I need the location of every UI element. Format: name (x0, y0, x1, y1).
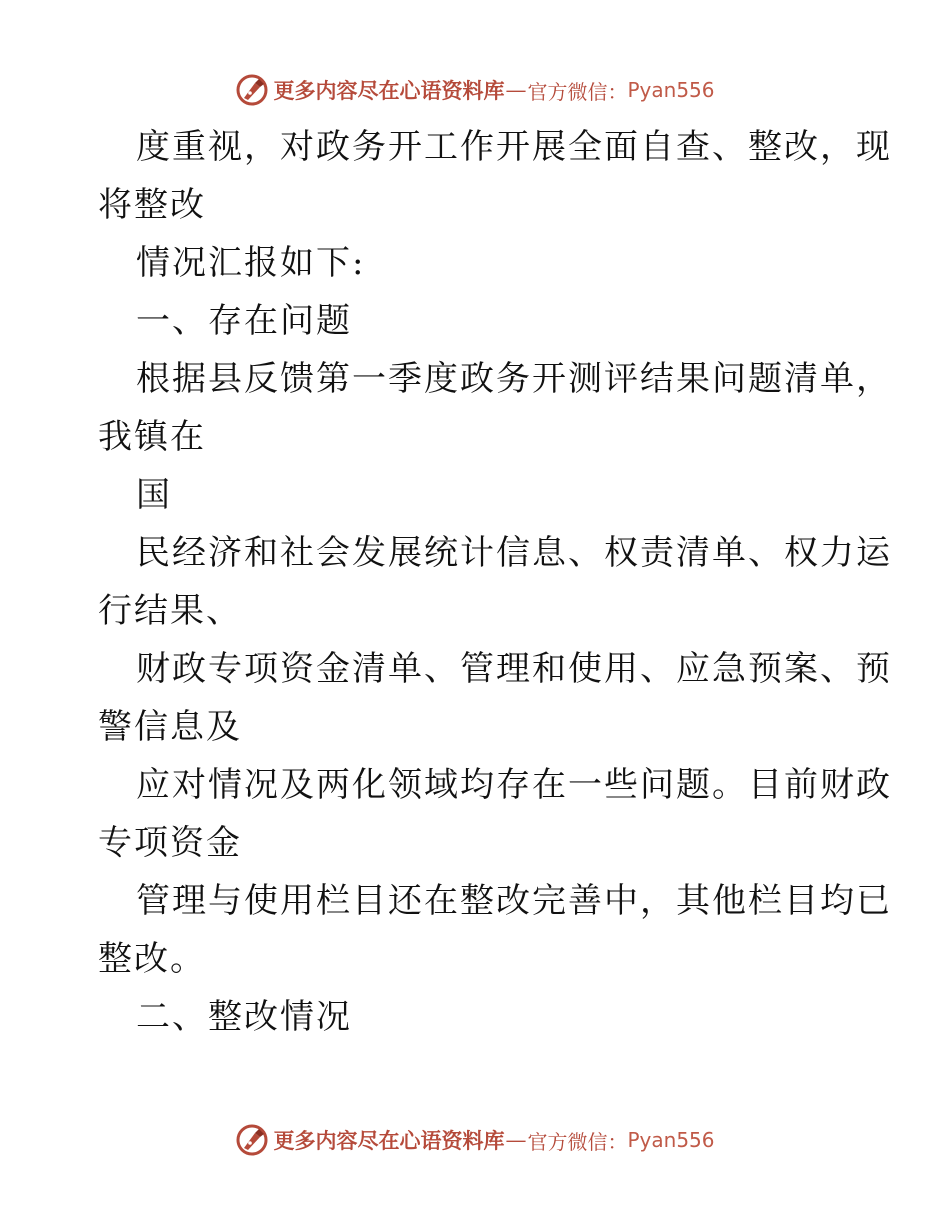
pen-nib-logo-icon (235, 73, 269, 107)
section-heading: 一、存在问题 (136, 301, 352, 341)
paragraph-line: 我镇在 (98, 417, 206, 457)
paragraph-line: 警信息及 (98, 707, 242, 747)
pen-nib-logo-icon (235, 1123, 269, 1157)
header-watermark-banner (0, 70, 950, 110)
wechat-label: 官方微信： (527, 1129, 628, 1154)
paragraph-line: 国 (136, 475, 172, 515)
brand-text: 更多内容尽在心语资料库 (273, 78, 505, 103)
wechat-id: Pyan556 (627, 1128, 715, 1152)
wechat-id: Pyan556 (627, 78, 715, 102)
paragraph-line: 整改。 (98, 939, 206, 979)
paragraph-line: 根据县反馈第一季度政务开测评结果问题清单， (136, 359, 892, 399)
banner-dash: — (505, 78, 527, 102)
paragraph-line: 管理与使用栏目还在整改完善中，其他栏目均已 (136, 881, 892, 921)
paragraph-line: 情况汇报如下: (136, 243, 366, 283)
brand-text: 更多内容尽在心语资料库 (273, 1128, 505, 1153)
section-heading: 二、整改情况 (136, 997, 352, 1037)
wechat-label: 官方微信： (527, 79, 628, 104)
paragraph-line: 将整改 (98, 185, 206, 225)
paragraph-line: 度重视，对政务开工作开展全面自查、整改，现 (136, 127, 892, 167)
paragraph-line: 行结果、 (98, 591, 242, 631)
footer-watermark-banner (0, 1120, 950, 1160)
document-body (98, 118, 892, 1046)
paragraph-line: 财政专项资金清单、管理和使用、应急预案、预 (136, 649, 892, 689)
banner-dash: — (505, 1128, 527, 1152)
paragraph-line: 专项资金 (98, 823, 242, 863)
paragraph-line: 应对情况及两化领域均存在一些问题。目前财政 (136, 765, 892, 805)
paragraph-line: 民经济和社会发展统计信息、权责清单、权力运 (136, 533, 892, 573)
